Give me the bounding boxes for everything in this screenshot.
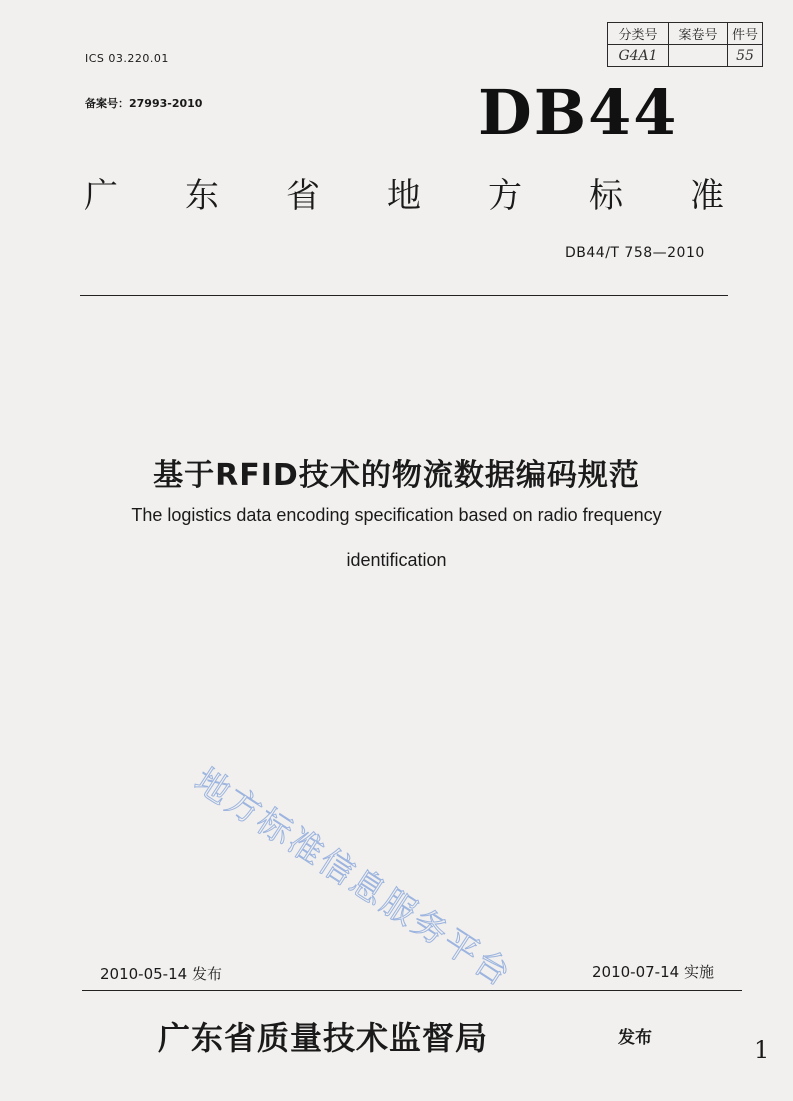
issuing-authority: 广东省质量技术监督局	[158, 1019, 489, 1057]
stamp-header-class: 分类号	[608, 23, 669, 45]
bottom-divider	[82, 990, 742, 991]
standard-number: DB44/T 758—2010	[565, 245, 705, 261]
watermark: 地方标准信息服务平台	[187, 760, 520, 996]
standard-class-char: 省	[286, 176, 320, 216]
stamp-value-class: G4A1	[608, 45, 669, 67]
standard-class-char: 标	[589, 176, 623, 216]
publish-label: 发布	[618, 1028, 652, 1048]
standard-class-char: 准	[690, 176, 724, 216]
standard-class-char: 方	[488, 176, 522, 216]
implementation-date: 2010-07-14 实施	[592, 963, 714, 981]
standard-class-char: 东	[185, 176, 219, 216]
filing-number: 备案号：27993-2010	[85, 97, 203, 110]
db44-logo: DB44	[478, 76, 679, 149]
stamp-value-item: 55	[728, 45, 763, 67]
document-title-en-line2: identification	[346, 550, 447, 570]
issue-date: 2010-05-14 发布	[100, 965, 222, 983]
top-divider	[80, 295, 728, 296]
stamp-header-item: 件号	[728, 23, 763, 45]
standard-class-heading	[84, 168, 724, 217]
ics-code: ICS 03.220.01	[85, 52, 169, 65]
page-number: 1	[754, 1036, 770, 1064]
standard-class-char: 地	[387, 176, 421, 216]
archive-stamp	[607, 22, 763, 67]
document-title-en-line1: The logistics data encoding specification based on radio frequency	[131, 505, 662, 525]
document-title-zh: 基于RFID技术的物流数据编码规范	[153, 458, 640, 493]
standard-class-char: 广	[84, 176, 118, 216]
stamp-header-volume: 案卷号	[669, 23, 728, 45]
stamp-value-volume	[669, 45, 728, 67]
